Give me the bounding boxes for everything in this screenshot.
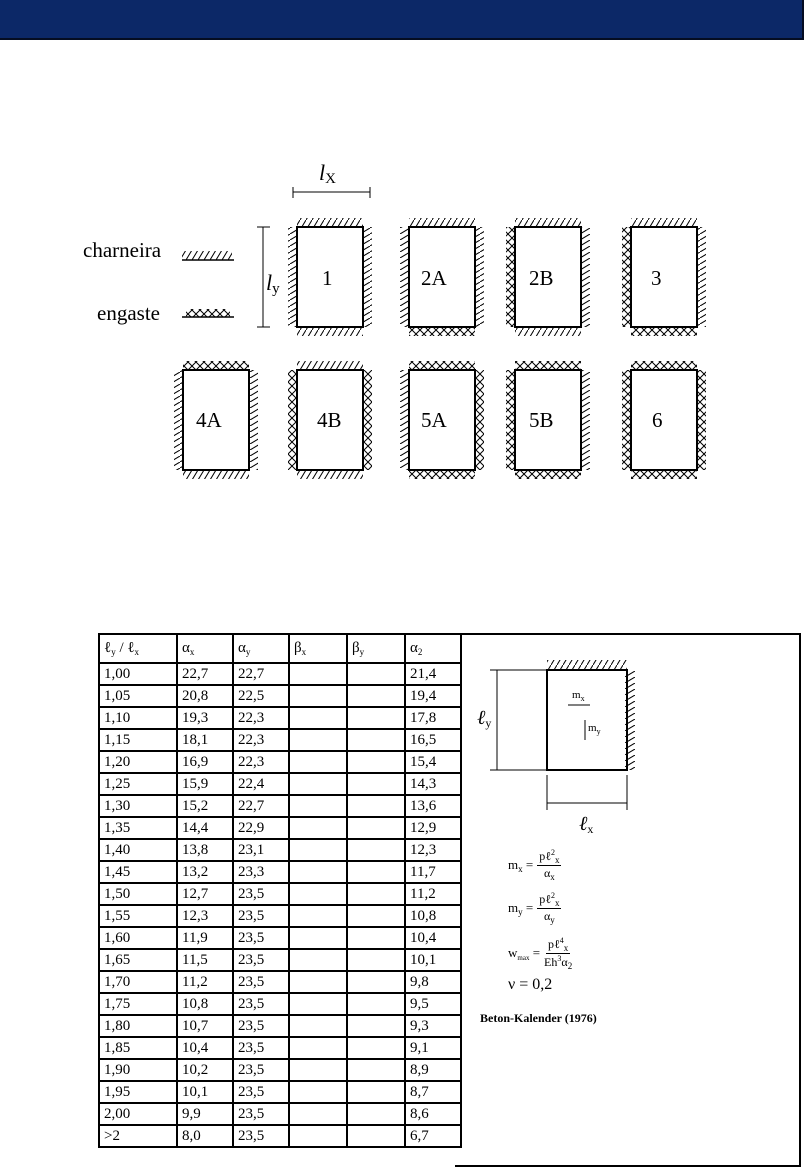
table-row bbox=[99, 685, 461, 707]
table-cell bbox=[289, 1015, 347, 1037]
table-cell bbox=[347, 905, 405, 927]
table-cell: 17,8 bbox=[405, 707, 461, 729]
slab-cases bbox=[174, 218, 706, 479]
table-cell: 8,9 bbox=[405, 1059, 461, 1081]
table-cell bbox=[289, 1059, 347, 1081]
table-cell: 11,5 bbox=[177, 949, 233, 971]
table-cell: 22,3 bbox=[233, 751, 289, 773]
table-row bbox=[99, 729, 461, 751]
table-cell: 10,7 bbox=[177, 1015, 233, 1037]
header-bar bbox=[0, 0, 804, 40]
table-cell: 1,60 bbox=[99, 927, 177, 949]
slab-case bbox=[288, 361, 372, 479]
table-cell bbox=[347, 729, 405, 751]
table-cell: 15,9 bbox=[177, 773, 233, 795]
legend-fixed-label: engaste bbox=[97, 301, 160, 325]
table-cell bbox=[289, 861, 347, 883]
slab-case bbox=[622, 218, 706, 336]
table-cell bbox=[347, 949, 405, 971]
formula-panel bbox=[455, 633, 801, 1167]
table-cell: 12,3 bbox=[405, 839, 461, 861]
table-cell: 14,3 bbox=[405, 773, 461, 795]
table-cell bbox=[347, 707, 405, 729]
table-row bbox=[99, 949, 461, 971]
table-cell: 1,00 bbox=[99, 663, 177, 685]
table-cell: 1,10 bbox=[99, 707, 177, 729]
table-cell: 13,2 bbox=[177, 861, 233, 883]
slab-case-label: 4B bbox=[317, 408, 342, 432]
table-row bbox=[99, 1015, 461, 1037]
header-alpha-x: $\alpha_x$ bbox=[177, 634, 233, 663]
table-cell: 22,5 bbox=[233, 685, 289, 707]
header-alpha-y: $\alpha_y$ bbox=[233, 634, 289, 663]
table-cell bbox=[289, 1037, 347, 1059]
table-cell: 10,4 bbox=[177, 1037, 233, 1059]
table-cell: 1,25 bbox=[99, 773, 177, 795]
table-cell: 22,3 bbox=[233, 707, 289, 729]
table-cell bbox=[347, 751, 405, 773]
table-cell: 13,8 bbox=[177, 839, 233, 861]
table-cell: 14,4 bbox=[177, 817, 233, 839]
slab-case bbox=[506, 361, 590, 479]
table-cell: 16,9 bbox=[177, 751, 233, 773]
table-cell bbox=[347, 685, 405, 707]
table-cell: 10,1 bbox=[405, 949, 461, 971]
table-row bbox=[99, 773, 461, 795]
slab-case bbox=[174, 361, 258, 479]
poisson-ratio: ν = 0,2 bbox=[508, 976, 553, 993]
table-cell bbox=[347, 971, 405, 993]
table-cell: 1,95 bbox=[99, 1081, 177, 1103]
slab-case bbox=[506, 218, 590, 336]
table-cell: 9,9 bbox=[177, 1103, 233, 1125]
table-cell: 1,55 bbox=[99, 905, 177, 927]
table-cell bbox=[289, 993, 347, 1015]
dim-lx-label: lX bbox=[319, 160, 336, 187]
table-cell bbox=[289, 971, 347, 993]
table-cell: 8,6 bbox=[405, 1103, 461, 1125]
table-row bbox=[99, 861, 461, 883]
slab-case-label: 6 bbox=[652, 408, 663, 432]
table-cell: 11,2 bbox=[405, 883, 461, 905]
table-cell: 11,9 bbox=[177, 927, 233, 949]
table-cell bbox=[289, 751, 347, 773]
table-cell: 1,90 bbox=[99, 1059, 177, 1081]
table-cell: 23,5 bbox=[233, 883, 289, 905]
legend-fixed-symbol bbox=[182, 309, 234, 317]
table-cell: 23,5 bbox=[233, 905, 289, 927]
table-row bbox=[99, 1103, 461, 1125]
table-cell: 2,00 bbox=[99, 1103, 177, 1125]
table-cell bbox=[289, 685, 347, 707]
slab-case-label: 2B bbox=[529, 266, 554, 290]
table-cell: 22,7 bbox=[233, 663, 289, 685]
table-row bbox=[99, 1125, 461, 1147]
table-cell: 1,30 bbox=[99, 795, 177, 817]
source-citation: Beton-Kalender (1976) bbox=[480, 1011, 597, 1025]
table-cell bbox=[347, 993, 405, 1015]
dim-ly-label: ly bbox=[266, 270, 280, 297]
slab-case-label: 1 bbox=[322, 266, 333, 290]
table-cell: 19,4 bbox=[405, 685, 461, 707]
table-cell bbox=[289, 927, 347, 949]
table-cell bbox=[347, 883, 405, 905]
table-row bbox=[99, 971, 461, 993]
table-row bbox=[99, 883, 461, 905]
table-cell bbox=[347, 927, 405, 949]
table-cell: 19,3 bbox=[177, 707, 233, 729]
table-cell bbox=[347, 1015, 405, 1037]
table-header-row bbox=[99, 634, 461, 663]
table-cell: 22,7 bbox=[233, 795, 289, 817]
table-cell bbox=[289, 1081, 347, 1103]
table-cell: 23,5 bbox=[233, 1081, 289, 1103]
table-cell: 1,40 bbox=[99, 839, 177, 861]
table-cell: 16,5 bbox=[405, 729, 461, 751]
table-cell bbox=[289, 1103, 347, 1125]
table-row bbox=[99, 663, 461, 685]
table-cell bbox=[289, 839, 347, 861]
table-cell: 22,7 bbox=[177, 663, 233, 685]
table-row bbox=[99, 993, 461, 1015]
table-cell bbox=[347, 1081, 405, 1103]
slab-case bbox=[400, 361, 484, 479]
table-cell: 12,7 bbox=[177, 883, 233, 905]
table-cell: 23,5 bbox=[233, 971, 289, 993]
table-cell: 22,4 bbox=[233, 773, 289, 795]
slab-case-label: 5A bbox=[421, 408, 447, 432]
table-cell: 23,5 bbox=[233, 1037, 289, 1059]
table-cell: 6,7 bbox=[405, 1125, 461, 1147]
table-cell bbox=[347, 839, 405, 861]
table-cell bbox=[289, 795, 347, 817]
table-row bbox=[99, 795, 461, 817]
table-cell: 1,35 bbox=[99, 817, 177, 839]
table-cell bbox=[347, 817, 405, 839]
table-cell: 21,4 bbox=[405, 663, 461, 685]
table-cell: 1,05 bbox=[99, 685, 177, 707]
table-cell: 23,3 bbox=[233, 861, 289, 883]
legend-hinged-symbol bbox=[182, 251, 234, 260]
table-cell: 13,6 bbox=[405, 795, 461, 817]
formula-mx: $m_x$ = $\frac{p\ell^2_x}{\alpha_x}$ bbox=[508, 848, 560, 882]
formula-w: $w_{max}$ = $\frac{p\ell^4_x}{Eh^3\alpha_2}$ bbox=[508, 936, 573, 971]
slab-case bbox=[622, 361, 706, 479]
table-row bbox=[99, 751, 461, 773]
table-cell bbox=[289, 1125, 347, 1147]
table-cell: 10,2 bbox=[177, 1059, 233, 1081]
table-cell: 1,15 bbox=[99, 729, 177, 751]
table-cell bbox=[289, 905, 347, 927]
table-cell: 15,4 bbox=[405, 751, 461, 773]
table-cell: 1,50 bbox=[99, 883, 177, 905]
table-row bbox=[99, 1037, 461, 1059]
table-cell bbox=[347, 663, 405, 685]
table-cell: 23,5 bbox=[233, 927, 289, 949]
table-cell: 12,3 bbox=[177, 905, 233, 927]
table-row bbox=[99, 905, 461, 927]
table-cell: 1,65 bbox=[99, 949, 177, 971]
table-cell bbox=[289, 817, 347, 839]
table-cell: 9,3 bbox=[405, 1015, 461, 1037]
side-mx-label: $m_x$ bbox=[572, 689, 585, 703]
table-cell bbox=[289, 707, 347, 729]
table-cell bbox=[347, 773, 405, 795]
table-cell: 10,4 bbox=[405, 927, 461, 949]
table-cell: 23,5 bbox=[233, 1015, 289, 1037]
table-cell: >2 bbox=[99, 1125, 177, 1147]
table-cell bbox=[347, 1037, 405, 1059]
slab-case bbox=[400, 218, 484, 336]
slab-case-label: 5B bbox=[529, 408, 554, 432]
table-cell: 10,8 bbox=[177, 993, 233, 1015]
side-my-label: $m_y$ bbox=[588, 722, 601, 736]
table-cell: 10,8 bbox=[405, 905, 461, 927]
table-cell: 23,5 bbox=[233, 1125, 289, 1147]
table-cell: 23,5 bbox=[233, 1103, 289, 1125]
table-cell: 1,20 bbox=[99, 751, 177, 773]
table-cell: 1,80 bbox=[99, 1015, 177, 1037]
table-cell: 1,85 bbox=[99, 1037, 177, 1059]
table-cell bbox=[289, 883, 347, 905]
header-beta-x: $\beta_x$ bbox=[289, 634, 347, 663]
table-row bbox=[99, 1081, 461, 1103]
table-cell: 1,70 bbox=[99, 971, 177, 993]
header-alpha-2: $\alpha_2$ bbox=[405, 634, 461, 663]
slab-case-label: 4A bbox=[196, 408, 222, 432]
table-cell: 23,5 bbox=[233, 949, 289, 971]
dim-lx bbox=[293, 187, 370, 198]
table-cell bbox=[289, 729, 347, 751]
table-cell bbox=[347, 795, 405, 817]
side-ly-label: ℓ$_y$ bbox=[477, 707, 492, 730]
table-cell: 8,0 bbox=[177, 1125, 233, 1147]
table-cell: 8,7 bbox=[405, 1081, 461, 1103]
table-cell: 10,1 bbox=[177, 1081, 233, 1103]
side-lx-label: ℓ$_x$ bbox=[579, 813, 594, 836]
table-cell bbox=[347, 1125, 405, 1147]
table-row bbox=[99, 927, 461, 949]
header-ratio: ℓ$_y$ / ℓ$_x$ bbox=[99, 634, 177, 663]
table-cell: 9,5 bbox=[405, 993, 461, 1015]
table-cell: 23,5 bbox=[233, 993, 289, 1015]
table-cell: 15,2 bbox=[177, 795, 233, 817]
slab-sketch bbox=[455, 635, 801, 835]
table-row bbox=[99, 1059, 461, 1081]
table-cell: 22,9 bbox=[233, 817, 289, 839]
table-cell: 20,8 bbox=[177, 685, 233, 707]
coefficient-table bbox=[98, 633, 462, 1148]
slab-case bbox=[288, 218, 372, 336]
formula-my: $m_y$ = $\frac{p\ell^2_x}{\alpha_y}$ bbox=[508, 891, 560, 925]
table-cell: 9,8 bbox=[405, 971, 461, 993]
table-cell: 9,1 bbox=[405, 1037, 461, 1059]
table-row bbox=[99, 707, 461, 729]
table-cell bbox=[289, 663, 347, 685]
table-cell bbox=[347, 861, 405, 883]
table-cell bbox=[289, 773, 347, 795]
slab-case-label: 3 bbox=[651, 266, 662, 290]
table-cell bbox=[347, 1103, 405, 1125]
slab-support-cases-diagram bbox=[0, 150, 804, 490]
table-cell: 1,45 bbox=[99, 861, 177, 883]
table-cell: 11,7 bbox=[405, 861, 461, 883]
slab-case-label: 2A bbox=[421, 266, 447, 290]
table-row bbox=[99, 817, 461, 839]
table-cell: 18,1 bbox=[177, 729, 233, 751]
table-cell: 23,5 bbox=[233, 1059, 289, 1081]
table-cell: 1,75 bbox=[99, 993, 177, 1015]
table-cell bbox=[289, 949, 347, 971]
table-row bbox=[99, 839, 461, 861]
legend-hinged-label: charneira bbox=[83, 238, 162, 262]
table-cell: 23,1 bbox=[233, 839, 289, 861]
header-beta-y: $\beta_y$ bbox=[347, 634, 405, 663]
table-cell: 12,9 bbox=[405, 817, 461, 839]
table-cell: 22,3 bbox=[233, 729, 289, 751]
table-cell bbox=[347, 1059, 405, 1081]
table-cell: 11,2 bbox=[177, 971, 233, 993]
